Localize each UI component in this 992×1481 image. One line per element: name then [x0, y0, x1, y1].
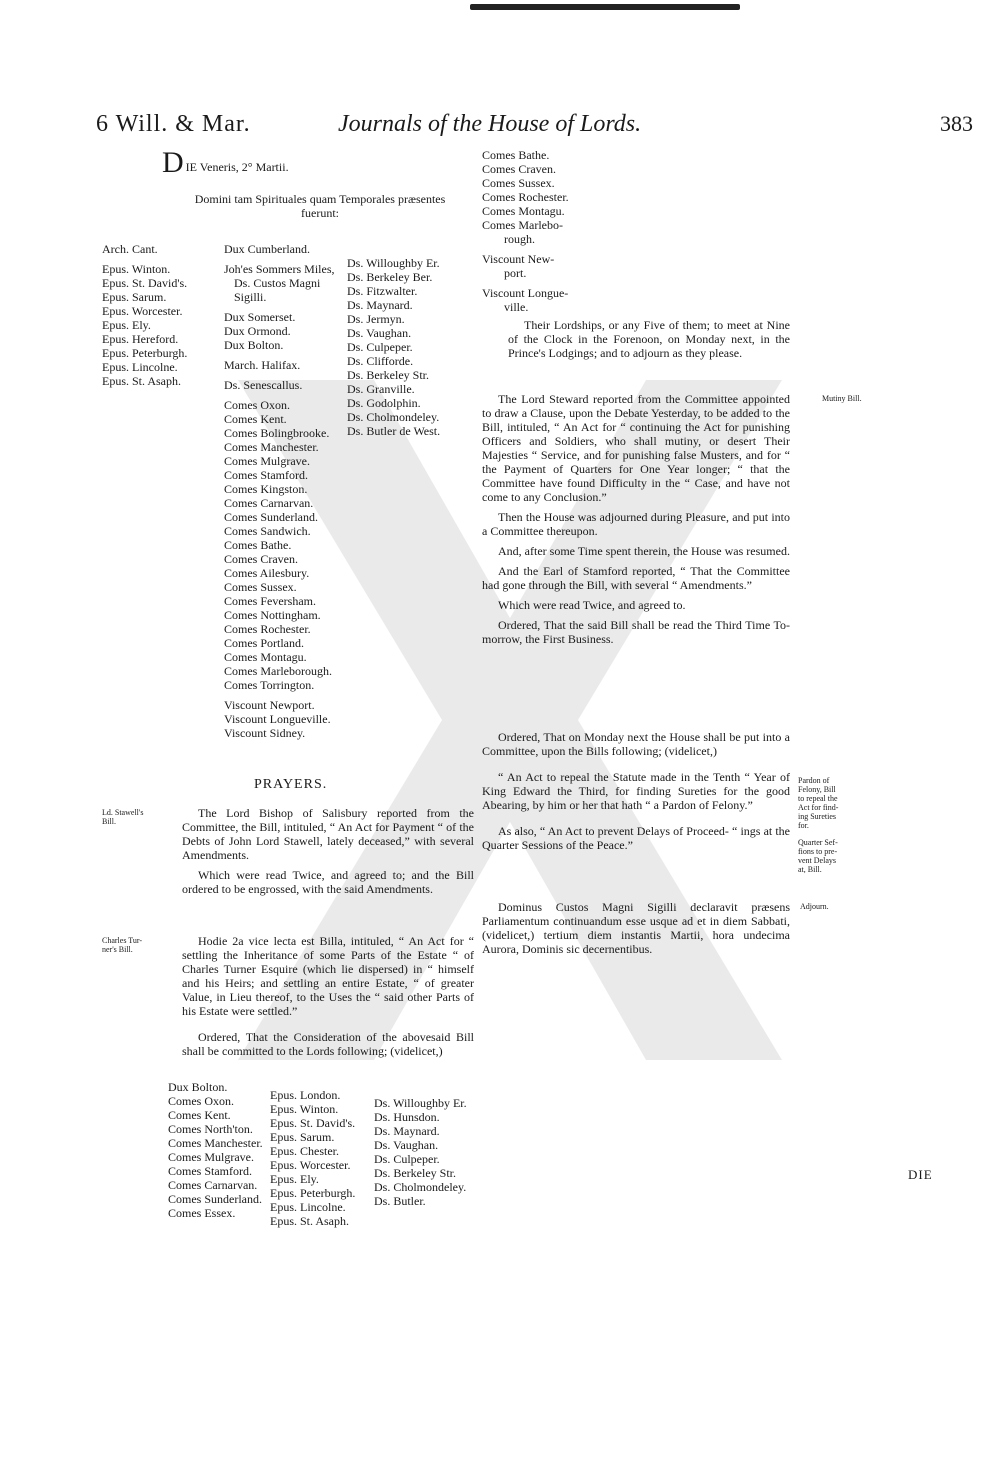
committee-name: port. — [504, 266, 527, 280]
committee-name: Ds. Culpeper. — [374, 1152, 440, 1166]
committee-name: Viscount New- — [482, 252, 555, 266]
margin-note-stawell — [102, 808, 143, 826]
attendance-name: Epus. St. Asaph. — [102, 374, 182, 388]
committee-name: Epus. Winton. — [270, 1102, 339, 1116]
catchword: DIE — [908, 1167, 933, 1182]
attendance-name: Comes Marleborough. — [224, 664, 332, 678]
adjourn-text: Dominus Custos Magni Sigilli declaravit præsens Parliamentum continuandum esse usque ad et in diem Sabbati, (videlicet,) tertium diem instantis Martii, hora undecima Aurora, Dominis sic decernentibus. — [482, 900, 790, 956]
margin-line: ner's Bill. — [102, 945, 133, 954]
margin-note-adjourn: Adjourn. — [800, 902, 829, 911]
attendance-name: Ds. Clifforde. — [347, 354, 414, 368]
committee-meeting — [508, 318, 790, 360]
attendance-name: Ds. Vaughan. — [347, 326, 412, 340]
margin-line: vent Delays — [798, 856, 836, 865]
attendance-name: Viscount Longueville. — [224, 712, 331, 726]
attendance-name: Ds. Willoughby Er. — [347, 256, 440, 270]
committee-meeting-text: Their Lordships, or any Five of them; to meet at Nine of the Clock in the Forenoon, on Monday next, in the Prince's Lodgings; and to adjourn as they please. — [508, 318, 790, 360]
margin-line: Bill. — [102, 817, 117, 826]
sitting-heading — [162, 148, 472, 180]
attendance-name: Ds. Fitzwalter. — [347, 284, 418, 298]
attendance-name: Comes Craven. — [224, 552, 298, 566]
committee-name: Epus. Worcester. — [270, 1158, 351, 1172]
attendance-name: Comes Kent. — [224, 412, 287, 426]
attendance-name: Comes Sunderland. — [224, 510, 318, 524]
committee-name: Comes Carnarvan. — [168, 1178, 258, 1192]
margin-line: Felony, Bill — [798, 785, 836, 794]
turner-entry — [182, 934, 474, 1058]
attendance-name: Viscount Newport. — [224, 698, 315, 712]
turner-order: Ordered, That the Consideration of the abovesaid Bill shall be committed to the Lords following; (videlicet,) — [182, 1030, 474, 1058]
attendance-name: Joh'es Sommers Miles, — [224, 262, 335, 276]
committee-name: Viscount Longue- — [482, 286, 569, 300]
attendance-name: Comes Rochester. — [224, 622, 311, 636]
present-statement — [170, 192, 470, 220]
committee-name: Comes Marlebo- — [482, 218, 563, 232]
attendance-name: Comes Manchester. — [224, 440, 319, 454]
adjourn-entry — [482, 900, 790, 956]
mutiny-agreed: Which were read Twice, and agreed to. — [498, 598, 686, 612]
mutiny-entry — [482, 392, 790, 646]
attendance-name: Comes Feversham. — [224, 594, 316, 608]
prayers-heading: PRAYERS. — [254, 777, 328, 792]
committee-name: Epus. Lincolne. — [270, 1200, 346, 1214]
attendance-name: Comes Portland. — [224, 636, 304, 650]
committee-name: Comes Oxon. — [168, 1094, 234, 1108]
margin-note-turner — [102, 936, 142, 954]
committee-name: Ds. Vaughan. — [374, 1138, 439, 1152]
committee-name: Epus. London. — [270, 1088, 341, 1102]
committee-name: Comes Mulgrave. — [168, 1150, 254, 1164]
stawell-report: The Lord Bishop of Salisbury reported from the Committee, the Bill, intituled, “ An Act for Payment “ of the Debts of John Lord Stawell, lately deceased,” with several Amendments. — [182, 806, 474, 862]
margin-note-felony — [798, 776, 838, 830]
attendance-name: Comes Carnarvan. — [224, 496, 314, 510]
committee-name: Comes Montagu. — [482, 204, 565, 218]
committee-name: Epus. St. David's. — [270, 1116, 356, 1130]
felony-bill: “ An Act to repeal the Statute made in the Tenth “ Year of King Edward the Third, for finding Sureties for the good Abearing, by him or her that hath “ a Pardon of Felony.” — [482, 770, 790, 812]
committee-name: Ds. Berkeley Str. — [374, 1166, 456, 1180]
page-number: 383 — [940, 111, 973, 136]
attendance-name: Ds. Granville. — [347, 382, 415, 396]
attendance-name: Epus. Sarum. — [102, 290, 167, 304]
margin-line: at, Bill. — [798, 865, 822, 874]
attendance-name: Dux Ormond. — [224, 324, 291, 338]
margin-line: ing Sureties — [798, 812, 836, 821]
running-head-title: Journals of the House of Lords. — [338, 111, 642, 137]
committee-name: Comes Stamford. — [168, 1164, 252, 1178]
margin-line: to repeal the — [798, 794, 838, 803]
committee-name: Ds. Cholmondeley. — [374, 1180, 467, 1194]
committee-name: Comes Sussex. — [482, 176, 555, 190]
committee-name: Comes Essex. — [168, 1206, 236, 1220]
attendance-name: Ds. Senescallus. — [224, 378, 303, 392]
margin-line: Pardon of — [798, 776, 830, 785]
attendance-spiritual — [102, 242, 220, 388]
monday-order: Ordered, That on Monday next the House shall be put into a Committee, upon the Bills following; (videlicet,) — [482, 730, 790, 758]
stawell-entry — [182, 806, 474, 896]
committee-continued — [482, 148, 602, 314]
committee-name: Epus. Ely. — [270, 1172, 319, 1186]
committee-col-2 — [270, 1088, 378, 1228]
committee-name: Comes Craven. — [482, 162, 556, 176]
scan-edge-bar — [470, 4, 740, 10]
attendance-name: Dux Somerset. — [224, 310, 296, 324]
mutiny-stamford-report: And the Earl of Stamford reported, “ That the Committee had gone through the Bill, with several “ Amendments.” — [482, 564, 790, 592]
attendance-name: Comes Sussex. — [224, 580, 297, 594]
attendance-name: Epus. St. David's. — [102, 276, 188, 290]
margin-line: Charles Tur- — [102, 936, 143, 945]
turner-reading: Hodie 2a vice lecta est Billa, intituled, “ An Act for “ settling the Inheritance of some Parts of the Estate “ of Charles Turner Esquire (which lie dispersed) in “ himself and his Heirs; and settling an entire Estate, “ of greater Value, in Lieu thereof, to the Uses the “ said other Parts of his Estate were settled.” — [182, 934, 474, 1018]
committee-name: ville. — [504, 300, 529, 314]
committee-col-3 — [374, 1096, 480, 1208]
margin-note-mutiny: Mutiny Bill. — [822, 394, 862, 403]
attendance-name: Sigilli. — [234, 290, 267, 304]
committee-name: Comes Sunderland. — [168, 1192, 262, 1206]
margin-line: fions to pre- — [798, 847, 838, 856]
mutiny-adjourned: Then the House was adjourned during Pleasure, and put into a Committee thereupon. — [482, 510, 790, 538]
attendance-name: Ds. Custos Magni — [234, 276, 321, 290]
attendance-name: Ds. Maynard. — [347, 298, 413, 312]
attendance-name: Ds. Butler de West. — [347, 424, 441, 438]
attendance-name: Comes Bathe. — [224, 538, 292, 552]
attendance-name: Comes Sandwich. — [224, 524, 311, 538]
committee-name: Epus. Chester. — [270, 1144, 339, 1158]
attendance-name: Comes Bolingbrooke. — [224, 426, 330, 440]
attendance-temporal-a — [224, 242, 348, 740]
attendance-name: Epus. Worcester. — [102, 304, 183, 318]
attendance-name: Ds. Godolphin. — [347, 396, 421, 410]
committee-name: Comes North'ton. — [168, 1122, 253, 1136]
sitting-title: IE Veneris, 2° Martii. — [185, 160, 289, 174]
attendance-name: Comes Nottingham. — [224, 608, 321, 622]
attendance-name: Ds. Berkeley Str. — [347, 368, 429, 382]
attendance-name: Ds. Cholmondeley. — [347, 410, 440, 424]
margin-line: Ld. Stawell's — [102, 808, 144, 817]
attendance-name: Epus. Lincolne. — [102, 360, 178, 374]
attendance-name: Ds. Culpeper. — [347, 340, 413, 354]
committee-name: Epus. St. Asaph. — [270, 1214, 350, 1228]
attendance-name: Comes Stamford. — [224, 468, 308, 482]
committee-name: Epus. Sarum. — [270, 1130, 335, 1144]
quarter-sessions-bill: As also, “ An Act to prevent Delays of Proceed- “ ings at the Quarter Sessions of the Peace.” — [482, 824, 790, 852]
attendance-name: Dux Bolton. — [224, 338, 284, 352]
committee-name: Comes Rochester. — [482, 190, 569, 204]
mutiny-third-reading: Ordered, That the said Bill shall be read the Third Time To-morrow, the First Business. — [482, 618, 790, 646]
mutiny-resumed: And, after some Time spent therein, the House was resumed. — [498, 544, 790, 558]
committee-name: Comes Manchester. — [168, 1136, 263, 1150]
attendance-temporal-b — [347, 256, 475, 438]
attendance-name: Comes Kingston. — [224, 482, 308, 496]
attendance-name: March. Halifax. — [224, 358, 301, 372]
committee-name: Dux Bolton. — [168, 1080, 228, 1094]
committee-name: Comes Kent. — [168, 1108, 231, 1122]
attendance-name: Epus. Peterburgh. — [102, 346, 188, 360]
present-line-1: Domini tam Spirituales quam Temporales præsentes — [194, 192, 446, 206]
committee-name: Epus. Peterburgh. — [270, 1186, 356, 1200]
attendance-name: Epus. Ely. — [102, 318, 151, 332]
attendance-name: Comes Torrington. — [224, 678, 315, 692]
attendance-name: Comes Mulgrave. — [224, 454, 310, 468]
committee-name: Comes Bathe. — [482, 148, 550, 162]
present-line-2: fuerunt: — [301, 206, 339, 220]
attendance-name: Ds. Jermyn. — [347, 312, 405, 326]
committee-name: Ds. Hunsdon. — [374, 1110, 440, 1124]
margin-note-quarter — [798, 838, 838, 874]
attendance-name: Dux Cumberland. — [224, 242, 310, 256]
attendance-name: Viscount Sidney. — [224, 726, 306, 740]
margin-line: Quarter Sef- — [798, 838, 838, 847]
committee-name: Ds. Willoughby Er. — [374, 1096, 467, 1110]
monday-entry — [482, 730, 790, 852]
attendance-name: Comes Ailesbury. — [224, 566, 310, 580]
attendance-name: Comes Oxon. — [224, 398, 290, 412]
committee-name: Ds. Butler. — [374, 1194, 426, 1208]
attendance-name: Comes Montagu. — [224, 650, 307, 664]
attendance-name: Arch. Cant. — [102, 242, 158, 256]
drop-cap: D — [162, 148, 184, 179]
attendance-name: Ds. Berkeley Ber. — [347, 270, 433, 284]
attendance-name: Epus. Hereford. — [102, 332, 179, 346]
margin-line: Act for find- — [798, 803, 839, 812]
committee-name: Ds. Maynard. — [374, 1124, 440, 1138]
attendance-name: Epus. Winton. — [102, 262, 171, 276]
stawell-agreed: Which were read Twice, and agreed to; and the Bill ordered to be engrossed, with the said Amendments. — [182, 868, 474, 896]
mutiny-report: The Lord Steward reported from the Committee appointed to draw a Clause, upon the Debate Yesterday, to be added to the Bill, intituled, “ An Act for “ continuing the Act for punishing Officers and Soldiers, who shall mutiny, or desert Their Majesties “ Service, and for punishing false Musters, and for “ the Payment of Quarters for One Year longer; “ that the Committee have found Difficulty in the “ Case, and have not come to any Conclusion.” — [482, 392, 790, 504]
committee-col-1 — [168, 1080, 276, 1220]
committee-name: rough. — [504, 232, 535, 246]
margin-line: for. — [798, 821, 809, 830]
running-head-left: 6 Will. & Mar. — [96, 111, 251, 137]
